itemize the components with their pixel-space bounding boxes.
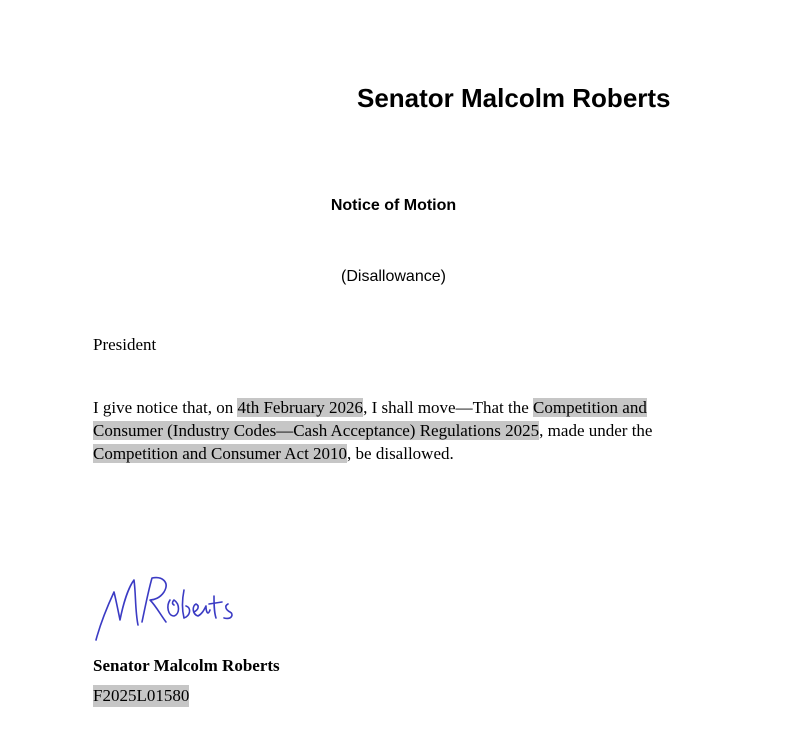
salutation: President <box>93 335 157 354</box>
signer-name: Senator Malcolm Roberts <box>93 656 280 675</box>
motion-date: 4th February 2026 <box>237 398 364 417</box>
motion-ending: , be disallowed. <box>347 444 454 463</box>
motion-intro: I give notice that, on <box>93 398 238 417</box>
reference-id: F2025L01580 <box>93 686 190 705</box>
notice-title: Notice of Motion <box>330 197 457 214</box>
regulation-name: Competition and Consumer (Industry Codes—Cash Acceptance) Regulations 2025 <box>93 398 647 440</box>
motion-text-1: , I shall move—That the <box>363 398 534 417</box>
notice-subtitle: (Disallowance) <box>341 268 446 285</box>
motion-text-2: , made under the <box>539 421 653 440</box>
motion-paragraph <box>93 396 693 465</box>
senator-heading: Senator Malcolm Roberts <box>357 83 671 113</box>
handwritten-signature <box>90 570 240 645</box>
act-name: Competition and Consumer Act 2010 <box>93 444 348 463</box>
